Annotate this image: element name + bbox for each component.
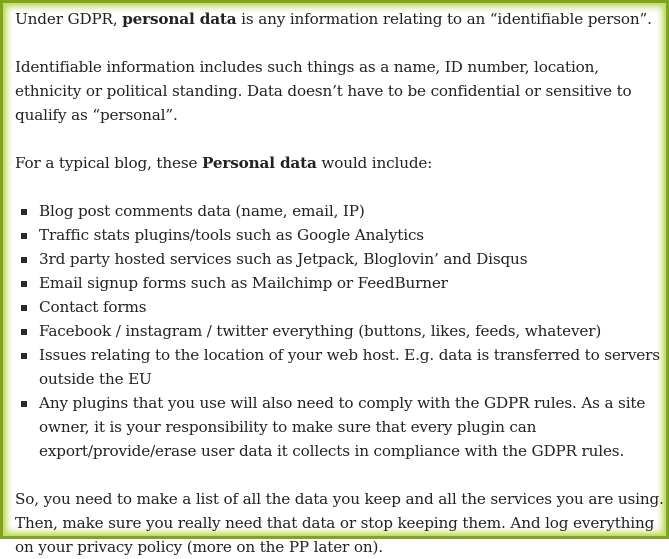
list-item [15,319,665,343]
list-intro-paragraph [15,151,665,175]
list-intro-bold-term: Personal data [202,154,317,172]
square-bullet-icon [21,329,27,335]
square-bullet-icon [21,209,27,215]
personal-data-list [15,199,665,463]
square-bullet-icon [21,281,27,287]
list-item-text: Blog post comments data (name, email, IP) [39,202,365,220]
intro-text-pre: Under GDPR, [15,10,123,28]
conclusion-paragraph: So, you need to make a list of all the data you keep and all the services you are using. Then, make sure you really need that data or stop keeping them. And log everything on your privacy policy (more on the PP later on). [15,490,664,556]
list-item-text: 3rd party hosted services such as Jetpack, Bloglovin’ and Disqus [39,250,528,268]
list-item [15,199,665,223]
list-item-text: Facebook / instagram / twitter everything (buttons, likes, feeds, whatever) [39,322,602,340]
intro-bold-term: personal data [122,10,237,28]
list-item [15,295,665,319]
definition-paragraph: Identifiable information includes such things as a name, ID number, location, ethnicity or political standing. Data doesn’t have to be confidential or sensitive to qualify as “personal”. [15,58,632,124]
square-bullet-icon [21,401,27,407]
square-bullet-icon [21,257,27,263]
list-item [15,343,665,391]
list-item [15,391,665,463]
article-body [15,7,665,559]
list-item-text: Issues relating to the location of your web host. E.g. data is transferred to servers outside the EU [39,346,660,388]
list-item-text: Traffic stats plugins/tools such as Google Analytics [39,226,424,244]
list-item-text: Email signup forms such as Mailchimp or FeedBurner [39,274,448,292]
list-item [15,271,665,295]
list-item-text: Contact forms [39,298,147,316]
list-item [15,247,665,271]
square-bullet-icon [21,353,27,359]
list-item-text: Any plugins that you use will also need to comply with the GDPR rules. As a site owner, it is your responsibility to make sure that every plugin can export/provide/erase user data it collects in compliance with the GDPR rules. [39,394,646,460]
square-bullet-icon [21,233,27,239]
intro-paragraph [15,7,665,31]
intro-text-post: is any information relating to an “identifiable person”. [236,10,652,28]
list-item [15,223,665,247]
list-intro-pre: For a typical blog, these [15,154,203,172]
square-bullet-icon [21,305,27,311]
list-intro-post: would include: [316,154,433,172]
